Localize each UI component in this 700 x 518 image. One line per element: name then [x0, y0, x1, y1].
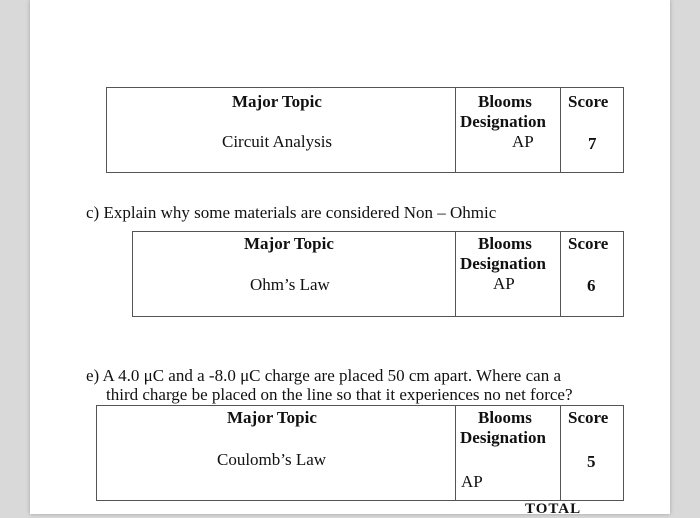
- rubric-table-1: [106, 87, 624, 173]
- major-topic-cell: [97, 406, 456, 501]
- score-value: 7: [588, 134, 597, 153]
- designation-value: AP: [512, 132, 534, 151]
- score-header: Score: [568, 92, 609, 111]
- score-header: Score: [568, 234, 609, 253]
- question-e-line-1: e) A 4.0 μC and a -8.0 μC charge are placed 50 cm apart. Where can a: [86, 366, 561, 385]
- blooms-header: Blooms: [478, 234, 532, 253]
- rubric-table-3: [96, 405, 624, 501]
- score-value: 6: [587, 276, 596, 295]
- major-topic-value: Circuit Analysis: [222, 132, 333, 151]
- score-cell: [561, 88, 624, 173]
- question-c: c) Explain why some materials are considered Non – Ohmic: [86, 203, 497, 222]
- designation-value: AP: [461, 472, 483, 491]
- blooms-cell: [456, 232, 561, 317]
- score-cell: [561, 232, 624, 317]
- major-topic-value: Coulomb’s Law: [217, 450, 327, 469]
- question-e-line-2: third charge be placed on the line so that it experiences no net force?: [106, 385, 573, 404]
- score-header: Score: [568, 408, 609, 427]
- blooms-cell: [456, 406, 561, 501]
- designation-header: Designation: [460, 112, 546, 131]
- score-cell: [561, 406, 624, 501]
- blooms-header: Blooms: [478, 408, 532, 427]
- major-topic-header: Major Topic: [244, 234, 334, 253]
- designation-header: Designation: [460, 428, 546, 447]
- blooms-header: Blooms: [478, 92, 532, 111]
- score-value: 5: [587, 452, 596, 471]
- designation-header: Designation: [460, 254, 546, 273]
- major-topic-value: Ohm’s Law: [250, 275, 330, 294]
- blooms-cell: [456, 88, 561, 173]
- document-page: [30, 0, 670, 517]
- major-topic-header: Major Topic: [232, 92, 322, 111]
- total-label: TOTAL: [525, 501, 582, 517]
- major-topic-cell: [133, 232, 456, 317]
- rubric-table-2: [132, 231, 624, 317]
- major-topic-cell: [107, 88, 456, 173]
- major-topic-header: Major Topic: [227, 408, 317, 427]
- designation-value: AP: [493, 274, 515, 293]
